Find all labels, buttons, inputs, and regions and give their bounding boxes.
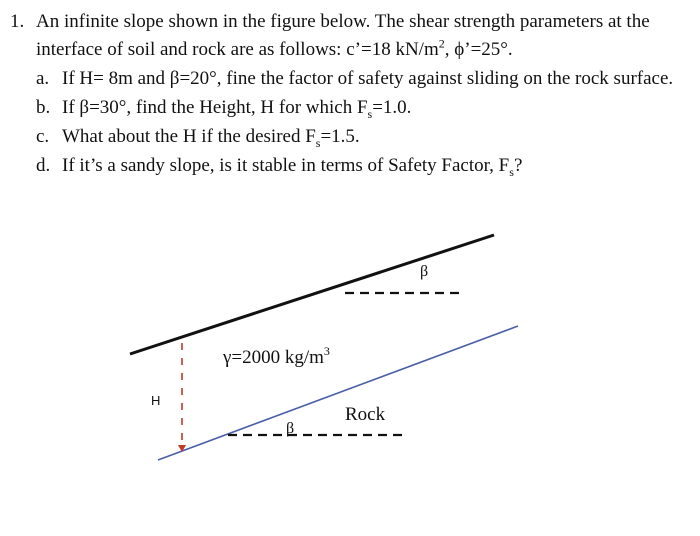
rock-label: Rock bbox=[345, 404, 386, 425]
item-c-prefix: What about the H if the desired F bbox=[62, 126, 316, 147]
item-b-label: b. bbox=[36, 97, 51, 118]
beta-top-label: β bbox=[420, 263, 429, 280]
item-a-text: If H= 8m and β=20°, fine the factor of safety against sliding on the rock surface. bbox=[62, 68, 674, 89]
item-d-sub: s bbox=[509, 164, 514, 179]
intro-line2-suffix: , ϕ’=25°. bbox=[444, 39, 513, 60]
rock-interface-line bbox=[158, 326, 518, 460]
intro-line2-sup: 2 bbox=[438, 36, 445, 51]
item-c-sub: s bbox=[315, 135, 321, 150]
item-b-prefix: If β=30°, find the Height, H for which F bbox=[62, 97, 368, 118]
height-label: H bbox=[151, 393, 161, 408]
item-c-suffix: =1.5. bbox=[320, 126, 360, 147]
beta-bottom-label: β bbox=[286, 420, 295, 437]
intro-line2-prefix: interface of soil and rock are as follows: c’=18 kN/m bbox=[36, 39, 439, 60]
item-d-prefix: If it’s a sandy slope, is it stable in terms of Safety Factor, F bbox=[62, 155, 510, 176]
item-b-suffix: =1.0. bbox=[372, 97, 412, 118]
item-a-label: a. bbox=[36, 68, 50, 89]
question-number: 1. bbox=[10, 11, 25, 32]
question-intro-line1: An infinite slope shown in the figure below. The shear strength parameters at the bbox=[36, 11, 650, 32]
item-d-label: d. bbox=[36, 155, 51, 176]
unit-weight-prefix: γ=2000 kg/m bbox=[223, 347, 324, 368]
item-b-sub: s bbox=[367, 106, 373, 121]
item-c-label: c. bbox=[36, 126, 50, 147]
height-arrowhead-icon bbox=[178, 445, 186, 452]
unit-weight-label bbox=[222, 344, 330, 368]
ground-surface-line bbox=[130, 235, 494, 354]
item-d-suffix: ? bbox=[513, 155, 523, 176]
unit-weight-sup: 3 bbox=[323, 344, 330, 358]
